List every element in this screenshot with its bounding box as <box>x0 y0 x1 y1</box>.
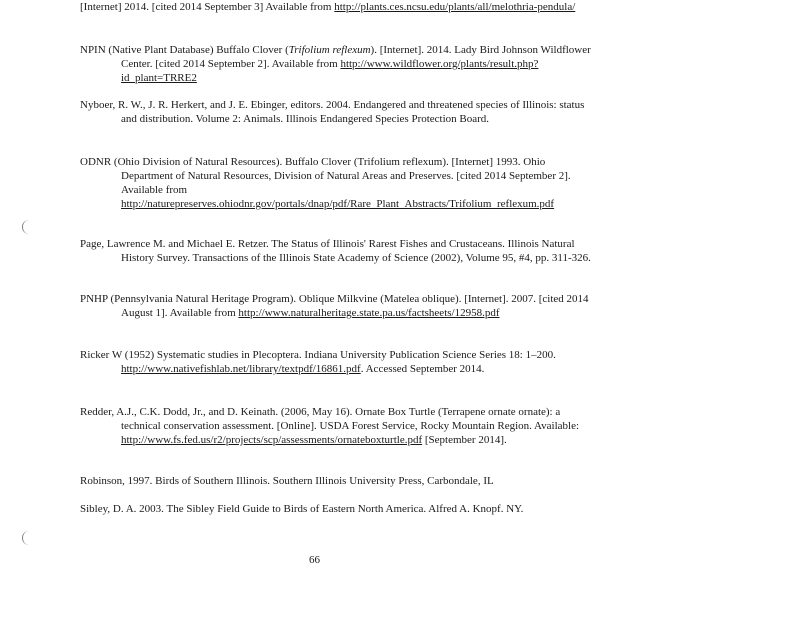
reference-text: [Internet] 2014. [cited 2014 September 3] Available from <box>80 1 335 13</box>
reference-link[interactable]: http://www.naturalheritage.state.pa.us/factsheets/12958.pdf <box>238 307 500 319</box>
reference-text: Ricker W (1952) Systematic studies in Plecoptera. Indiana University Publication Science Series 18: 1–200. <box>80 349 556 361</box>
reference-text: Sibley, D. A. 2003. The Sibley Field Guide to Birds of Eastern North America. Alfred A. Knopf. NY. <box>80 503 524 515</box>
reference-text: Page, Lawrence M. and Michael E. Retzer. The Status of Illinois' Rarest Fishes and Crustaceans. Illinois Natural History Survey. Transactions of the Illinois State Academy of Science (2002), Volume 95, #4, pp. 311-326. <box>80 238 591 264</box>
reference-link[interactable]: http://plants.ces.ncsu.edu/plants/all/melothria-pendula/ <box>334 1 576 13</box>
binding-hole-mark <box>22 220 43 234</box>
reference-text: Nyboer, R. W., J. R. Herkert, and J. E. Ebinger, editors. 2004. Endangered and threatened species of Illinois: status and distribution. Volume 2: Animals. Illinois Endangered Species Protection Board. <box>80 99 585 125</box>
reference-entry <box>80 348 596 376</box>
reference-text: Robinson, 1997. Birds of Southern Illinois. Southern Illinois University Press, Carbondale, IL <box>80 475 494 487</box>
reference-link[interactable]: http://naturepreserves.ohiodnr.gov/portals/dnap/pdf/Rare_Plant_Abstracts/Trifolium_reflexum.pdf <box>121 198 555 210</box>
page-number: 66 <box>309 554 320 566</box>
reference-text: [September 2014]. <box>422 434 507 446</box>
reference-entry <box>80 155 596 211</box>
reference-text: Redder, A.J., C.K. Dodd, Jr., and D. Keinath. (2006, May 16). Ornate Box Turtle (Terrapene ornate ornate): a technical conservation assessment. [Online]. USDA Forest Service, Rocky Mountain Region. Available: <box>80 406 580 432</box>
reference-text: . Accessed September 2014. <box>360 363 485 375</box>
binding-hole-mark <box>22 531 43 545</box>
reference-entry <box>80 405 596 447</box>
reference-entry <box>80 474 596 488</box>
reference-entry <box>80 237 596 265</box>
reference-link[interactable]: http://www.fs.fed.us/r2/projects/scp/assessments/ornateboxturtle.pdf <box>121 434 423 446</box>
reference-link[interactable]: http://www.wildflower.org/plants/result.php?id_plant=TRRE2 <box>121 58 539 84</box>
reference-text: ). [Internet]. 2014. Lady Bird Johnson Wildflower Center. [cited 2014 September 2]. Available from <box>121 44 591 70</box>
reference-text: PNHP (Pennsylvania Natural Heritage Program). Oblique Milkvine (Matelea oblique). [Internet]. 2007. [cited 2014 August 1]. Available from <box>80 293 589 319</box>
reference-text: NPIN (Native Plant Database) Buffalo Clover ( <box>80 44 289 56</box>
reference-italic-text: Trifolium reflexum <box>288 44 371 56</box>
reference-entry <box>80 98 596 126</box>
reference-text: ODNR (Ohio Division of Natural Resources). Buffalo Clover (Trifolium reflexum). [Internet] 1993. Ohio Department of Natural Resources, Division of Natural Areas and Preserves. [cited 2014 September 2]. Available from <box>80 156 571 196</box>
reference-entry <box>80 502 596 516</box>
reference-entry <box>80 0 596 14</box>
reference-entry <box>80 292 596 320</box>
reference-link[interactable]: http://www.nativefishlab.net/library/textpdf/16861.pdf <box>121 363 361 375</box>
reference-entry <box>80 43 596 85</box>
